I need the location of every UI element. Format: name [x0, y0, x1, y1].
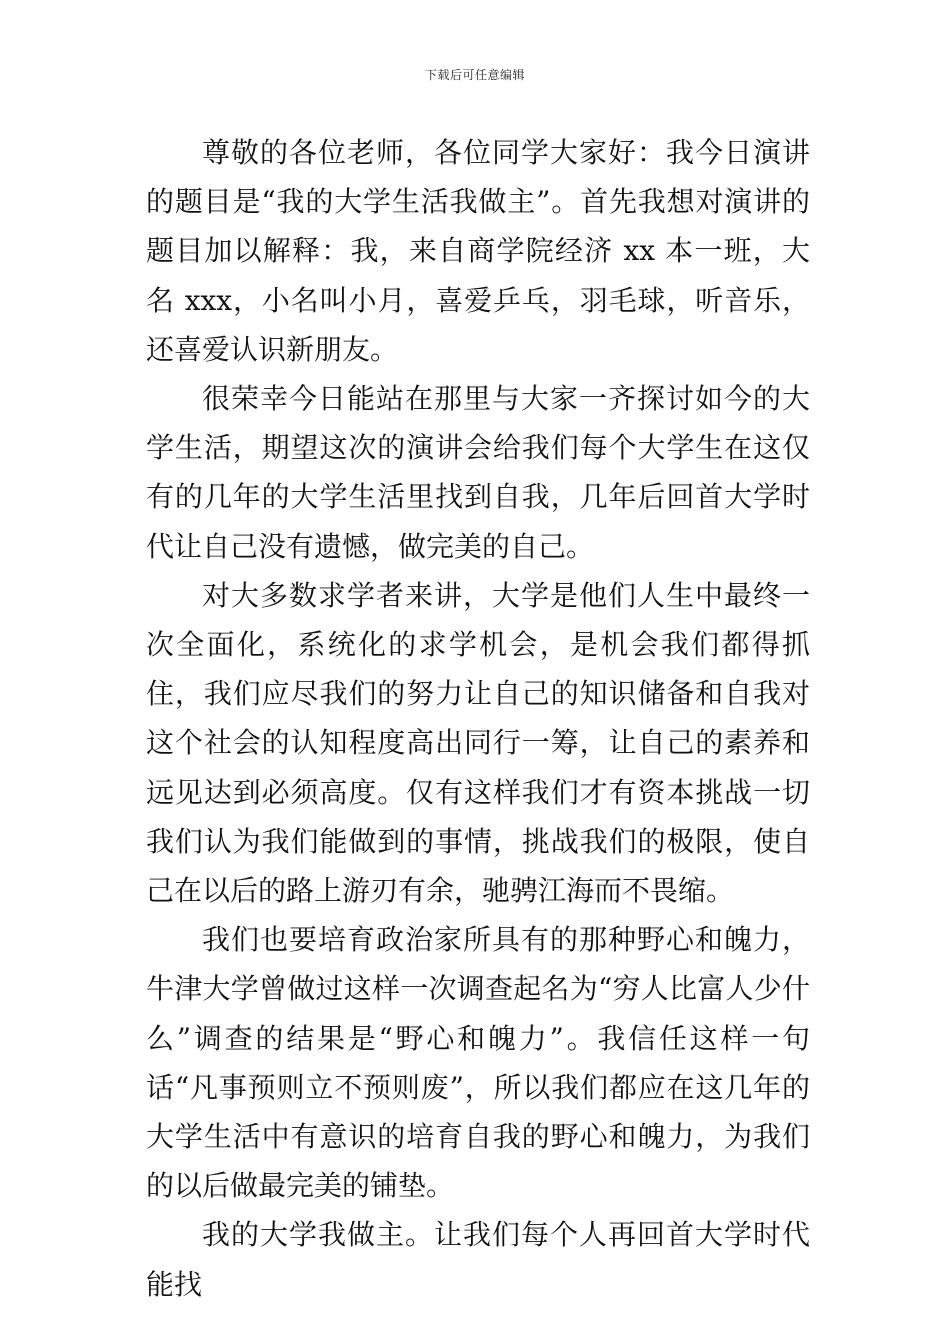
paragraph: 我们也要培育政治家所具有的那种野心和魄力，牛津大学曾做过这样一次调查起名为“穷人比富人少什么”调查的结果是“野心和魄力”。我信任这样一句话“凡事预则立不预则废”，所以我们都应在这几年的大学生活中有意识的培育自我的野心和魄力，为我们的以后做最完美的铺垫。 — [146, 923, 810, 1203]
paragraph: 对大多数求学者来讲，大学是他们人生中最终一次全面化，系统化的求学机会，是机会我们都得抓住，我们应尽我们的努力让自己的知识储备和自我对这个社会的认知程度高出同行一筹，让自己的素养和远见达到必须高度。仅有这样我们才有资本挑战一切我们认为我们能做到的事情，挑战我们的极限，使自己在以后的路上游刃有余，驰骋江海而不畏缩。 — [146, 578, 810, 908]
paragraph: 尊敬的各位老师，各位同学大家好：我今日演讲的题目是“我的大学生活我做主”。首先我想对演讲的题目加以解释：我，来自商学院经济 xx 本一班，大名 xxx，小名叫小月，喜爱乒乓，羽毛球，听音乐，还喜爱认识新朋友。 — [146, 136, 810, 366]
paragraph: 很荣幸今日能站在那里与大家一齐探讨如今的大学生活，期望这次的演讲会给我们每个大学生在这仅有的几年的大学生活里找到自我，几年后回首大学时代让自己没有遗憾，做完美的自己。 — [146, 382, 810, 563]
paragraph: 我的大学我做主。让我们每个人再回首大学时代能找 — [146, 1218, 810, 1301]
header-note: 下载后可任意编辑 — [424, 68, 525, 82]
document-body — [146, 128, 810, 1309]
